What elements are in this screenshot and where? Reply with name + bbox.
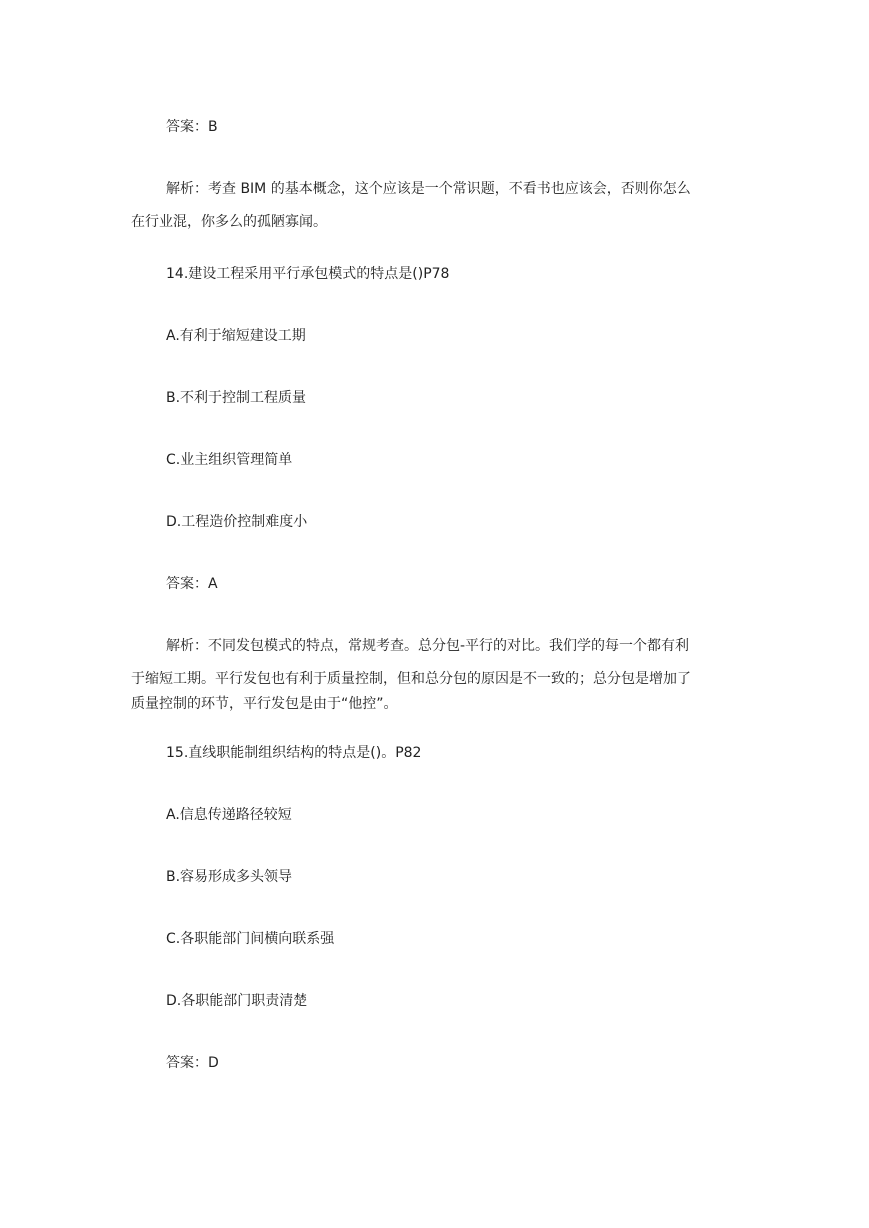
q15-option-c: C.各职能部门间横向联系强	[166, 931, 335, 947]
answer-15: 答案：D	[166, 1055, 219, 1071]
q14-option-c: C.业主组织管理简单	[166, 452, 293, 468]
q14-option-d: D.工程造价控制难度小	[166, 514, 308, 530]
q15-option-b: B.容易形成多头领导	[166, 869, 293, 885]
question-14: 14.建设工程采用平行承包模式的特点是()P78	[166, 266, 450, 282]
q14-option-a: A.有利于缩短建设工期	[166, 328, 306, 344]
q15-option-d: D.各职能部门职责清楚	[166, 993, 308, 1009]
analysis-14-line-1: 解析：不同发包模式的特点，常规考查。总分包-平行的对比。我们学的每一个都有利	[166, 638, 690, 654]
analysis-14-line-2: 于缩短工期。平行发包也有利于质量控制，但和总分包的原因是不一致的；总分包是增加了	[131, 671, 691, 687]
question-15: 15.直线职能制组织结构的特点是()。P82	[166, 745, 422, 761]
analysis-14-line-3: 质量控制的环节，平行发包是由于“他控”。	[131, 696, 398, 712]
q14-option-b: B.不利于控制工程质量	[166, 390, 307, 406]
answer-13: 答案：B	[166, 119, 218, 135]
q15-option-a: A.信息传递路径较短	[166, 807, 292, 823]
analysis-13-line-2: 在行业混，你多么的孤陋寡闻。	[131, 214, 327, 230]
answer-14: 答案：A	[166, 576, 218, 592]
analysis-13-line-1: 解析：考查 BIM 的基本概念，这个应该是一个常识题，不看书也应该会，否则你怎么	[166, 181, 691, 197]
